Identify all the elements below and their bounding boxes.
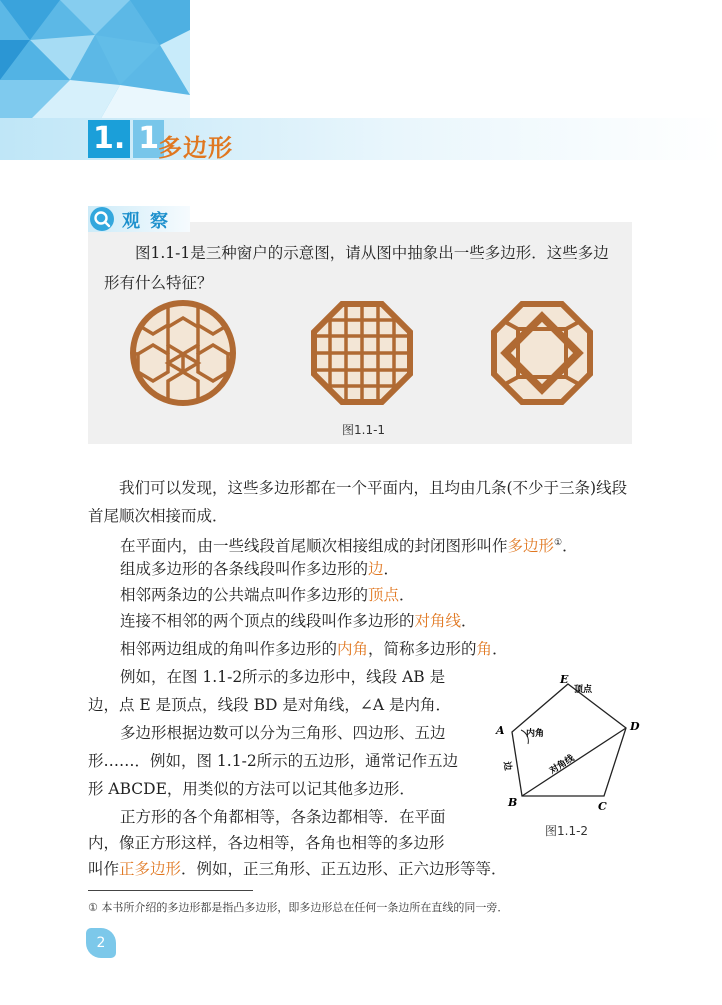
- label-vertex: 顶点: [574, 685, 593, 695]
- observe-text: 图1.1-1是三种窗户的示意图，请从图中抽象出一些多边形．这些多边形有什么特征？: [104, 244, 609, 292]
- pentagon-figure: [488, 670, 648, 824]
- term-side: 边: [368, 560, 384, 578]
- paragraph-polygon-definition: [120, 530, 578, 559]
- term-polygon: 多边形: [507, 537, 555, 556]
- text: 连接不相邻的两个顶点的线段叫作多边形的: [120, 612, 415, 630]
- label-side: 边: [501, 760, 513, 772]
- page-number: 2: [86, 928, 116, 958]
- term-diagonal: 对角线: [414, 612, 462, 630]
- term-interior-angle: 内角: [337, 640, 369, 658]
- footnote-divider: [88, 890, 253, 891]
- figure-caption-2: 图1.1-2: [545, 824, 589, 838]
- text: 相邻两条边的公共端点叫作多边形的: [120, 586, 369, 604]
- vertex-label-A: A: [496, 724, 505, 737]
- section-number: [88, 120, 164, 158]
- text: ．: [492, 640, 508, 658]
- label-diagonal: 对角线: [548, 753, 577, 777]
- vertex-label-B: B: [508, 796, 518, 809]
- round-window-icon: [128, 298, 238, 408]
- window-illustrations: [128, 298, 608, 416]
- regular-line-2: 内，像正方形这样，各边相等，各角也相等的多边形: [88, 834, 445, 852]
- label-interior-angle: 内角: [526, 729, 545, 739]
- term-angle: 角: [476, 640, 493, 658]
- term-vertex: 顶点: [368, 586, 400, 604]
- classification-line-2: 形……．例如，图 1.1-2所示的五边形，通常记作五边: [88, 752, 459, 770]
- vertex-label-D: D: [630, 720, 640, 733]
- text: 组成多边形的各条线段叫作多边形的: [120, 560, 369, 578]
- observe-label: 观察: [122, 211, 178, 232]
- paragraph-side-definition: [120, 556, 399, 582]
- term-regular-polygon: 正多边形: [119, 860, 182, 878]
- section-number-major: 1.: [88, 120, 130, 158]
- text: 叫作: [88, 860, 120, 878]
- regular-line-3: [88, 856, 507, 882]
- text: ．: [383, 560, 400, 578]
- octagon-grid-window-icon: [308, 298, 418, 412]
- text: ．例如，正三角形、正五边形、正六边形等等．: [181, 860, 507, 878]
- text: ．: [562, 537, 578, 556]
- example-line-1: 例如，在图 1.1-2所示的多边形中，线段 AB 是: [120, 668, 446, 686]
- header-decoration: [0, 0, 190, 120]
- text: ．: [399, 586, 415, 604]
- text: ，简称多边形的: [368, 640, 477, 658]
- paragraph-angle-definition: [120, 636, 508, 662]
- text: 相邻两边组成的角叫作多边形的: [120, 640, 338, 658]
- paragraph-diagonal-definition: [120, 608, 477, 634]
- footnote: ① 本书所介绍的多边形都是指凸多边形，即多边形总在任何一条边所在直线的同一旁．: [88, 901, 509, 914]
- figure-caption-1: 图1.1-1: [342, 423, 386, 437]
- footnote-ref: ①: [554, 538, 563, 548]
- text: ．: [461, 612, 477, 630]
- paragraph-polygon-observation: 我们可以发现，这些多边形都在一个平面内，且均由几条(不少于三条)线段首尾顺次相接而成．: [88, 479, 628, 525]
- vertex-label-E: E: [560, 673, 569, 686]
- section-number-minor: 1: [133, 120, 164, 158]
- section-title: 多边形: [158, 134, 233, 162]
- example-line-2: 边，点 E 是顶点，线段 BD 是对角线，∠A 是内角．: [88, 696, 451, 714]
- paragraph-vertex-definition: [120, 582, 415, 608]
- vertex-label-C: C: [598, 800, 607, 813]
- regular-line-1: 正方形的各个角都相等，各条边都相等．在平面: [120, 808, 446, 826]
- classification-line-1: 多边形根据边数可以分为三角形、四边形、五边: [120, 724, 446, 742]
- text: 在平面内，由一些线段首尾顺次相接组成的封闭图形叫作: [120, 537, 508, 556]
- classification-line-3: 形 ABCDE，用类似的方法可以记其他多边形．: [88, 780, 415, 798]
- magnifier-icon: [90, 207, 114, 231]
- octagon-star-window-icon: [494, 304, 590, 402]
